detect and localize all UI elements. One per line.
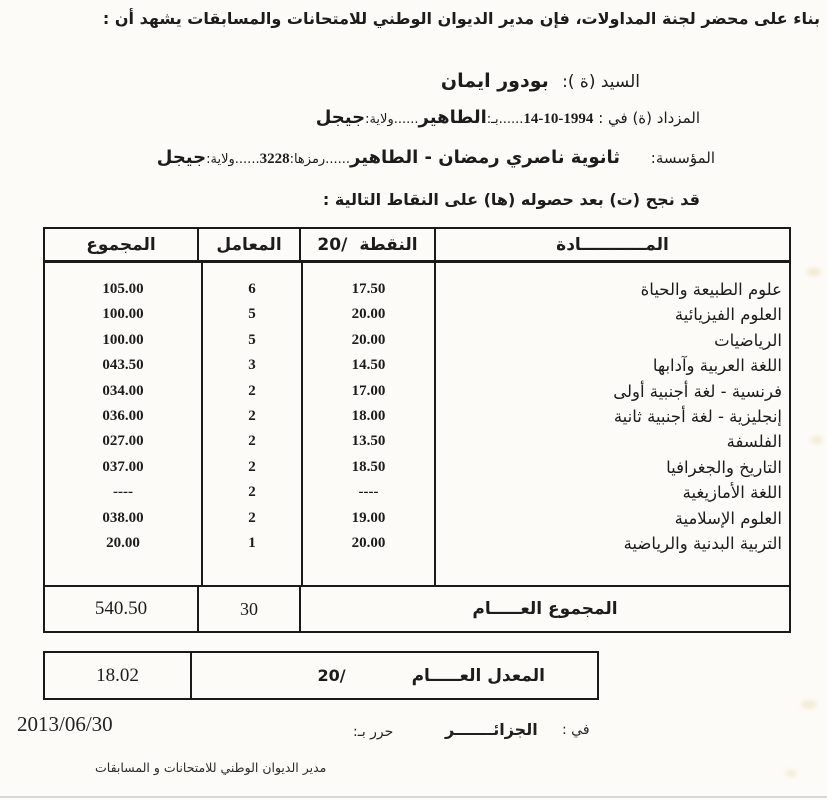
scan-speck: [801, 700, 817, 709]
header-grade-cell: [301, 229, 436, 260]
subject-cell: فرنسية - لغة أجنبية أولى: [613, 381, 782, 401]
scan-speck: [785, 770, 797, 777]
city-name: الجزائـــــــر: [445, 720, 538, 739]
grade-cell: 18.50: [351, 458, 386, 475]
grade-cell: 20.00: [351, 306, 386, 323]
average-value: 18.02: [96, 664, 139, 686]
birth-separator-wilaya: ......ولاية:: [365, 112, 419, 127]
candidate-name-line: [441, 70, 640, 92]
coef-cell: 2: [248, 509, 256, 526]
written-at-label: حرر بـ:: [353, 724, 394, 740]
total-cell: 105.00: [102, 281, 144, 297]
birth-separator-place: ......بـ:: [486, 112, 524, 127]
coef-cell: 2: [248, 407, 256, 424]
header-subject-cell: [436, 229, 789, 260]
average-label: المعدل العـــــام: [411, 665, 545, 686]
total-cell: ----: [113, 484, 133, 501]
subject-cell: الفلسفة: [726, 432, 782, 452]
total-cell: 100.00: [102, 306, 144, 323]
scan-speck: [811, 436, 823, 444]
birth-label: المزداد (ة) في :: [598, 109, 700, 127]
coef-column: [203, 263, 303, 585]
success-line: قد نجح (ت) بعد حصوله (ها) على النقاط التالية :: [322, 190, 700, 209]
total-cell: 20.00: [106, 534, 140, 551]
grand-total-coef: 30: [240, 598, 258, 619]
birth-place: الطاهير: [418, 107, 487, 128]
coef-cell: 2: [248, 484, 256, 501]
subject-cell: العلوم الفيزيائية: [674, 305, 782, 325]
name-value: بودور ايمان: [440, 70, 549, 92]
on-date-label: في :: [562, 722, 590, 738]
birth-wilaya: جيجل: [315, 107, 366, 128]
school-wilaya: جيجل: [156, 147, 207, 168]
total-cell: 038.00: [102, 509, 144, 526]
coef-column-title: المعامل: [216, 234, 282, 255]
grade-cell: 13.50: [351, 433, 386, 450]
grade-cell: 20.00: [351, 534, 386, 551]
grand-total-row: [45, 587, 789, 631]
grades-table-body: [45, 263, 789, 587]
total-cell: 027.00: [102, 433, 144, 450]
subject-cell: العلوم الإسلامية: [674, 508, 782, 528]
school-separator-code: ......رمزها:: [289, 152, 350, 167]
coef-cell: 5: [248, 306, 256, 323]
subject-cell: الرياضيات: [714, 330, 782, 350]
total-cell: 100.00: [102, 331, 144, 348]
grade-cell: 14.50: [351, 357, 386, 374]
issue-date: 2013/06/30: [17, 712, 113, 736]
header-total-cell: [45, 229, 199, 260]
scan-speck: [807, 268, 821, 276]
subject-cell: اللغة الأمازيغية: [682, 483, 782, 503]
subject-cell: علوم الطبيعة والحياة: [640, 280, 782, 299]
total-cell: 037.00: [102, 458, 144, 475]
birth-date: 1994-10-14: [523, 111, 594, 127]
name-label: السيد (ة ):: [562, 72, 640, 92]
average-scale-label: /20: [317, 666, 346, 685]
subject-cell: التربية البدنية والرياضية: [623, 533, 782, 553]
grand-total-value: 540.50: [94, 598, 148, 619]
average-table: [43, 651, 599, 700]
coef-cell: 1: [248, 534, 256, 551]
grand-total-coef-cell: [199, 587, 301, 631]
school-name: ثانوية ناصري رمضان - الطاهير: [350, 147, 620, 168]
grand-total-value-cell: [45, 587, 199, 631]
grade-cell: 17.00: [351, 382, 386, 399]
school-code: 3228: [259, 151, 290, 167]
total-cell: 036.00: [102, 407, 144, 424]
subject-column-title: المـــــــــــادة: [556, 234, 669, 255]
intro-line: بناء على محضر لجنة المداولات، فإن مدير الديوان الوطني للامتحانات والمسابقات يشهد أن :: [102, 9, 820, 28]
grade-cell: ----: [358, 484, 379, 501]
subject-column: [436, 263, 789, 585]
grade-column-title: النقطة: [359, 234, 418, 255]
grade-scale-label: /20: [317, 234, 348, 255]
coef-cell: 2: [248, 382, 256, 399]
coef-cell: 2: [248, 433, 256, 450]
header-coef-cell: [199, 229, 301, 260]
grade-cell: 17.50: [351, 281, 386, 297]
grade-cell: 18.00: [351, 407, 386, 424]
subject-cell: إنجليزية - لغة أجنبية ثانية: [613, 406, 782, 426]
grades-table: [43, 227, 791, 633]
birth-line: [316, 107, 700, 128]
school-separator-wilaya: ......ولاية:: [206, 152, 260, 167]
average-label-cell: [192, 653, 597, 698]
coef-cell: 2: [248, 458, 256, 475]
total-cell: 034.00: [102, 382, 144, 399]
coef-cell: 6: [248, 281, 256, 297]
grand-total-label: المجموع العـــــام: [472, 599, 618, 619]
grade-column: [303, 263, 436, 585]
scan-edge-line: [0, 796, 827, 798]
total-column: [45, 263, 203, 585]
subject-cell: اللغة العربية وآدابها: [652, 356, 782, 376]
coef-cell: 5: [248, 331, 256, 348]
school-label: المؤسسة:: [650, 149, 715, 167]
grade-cell: 19.00: [351, 509, 386, 526]
coef-cell: 3: [248, 357, 256, 374]
grade-cell: 20.00: [351, 331, 386, 348]
average-value-cell: [45, 653, 192, 698]
grades-table-header: [45, 229, 789, 263]
total-column-title: المجموع: [86, 234, 156, 255]
school-line: [157, 147, 715, 168]
total-cell: 043.50: [102, 357, 144, 374]
subject-cell: التاريخ والجغرافيا: [666, 457, 782, 477]
grand-total-label-cell: [301, 587, 789, 631]
signature-title: مدير الديوان الوطني للامتحانات و المسابقات: [95, 760, 327, 775]
